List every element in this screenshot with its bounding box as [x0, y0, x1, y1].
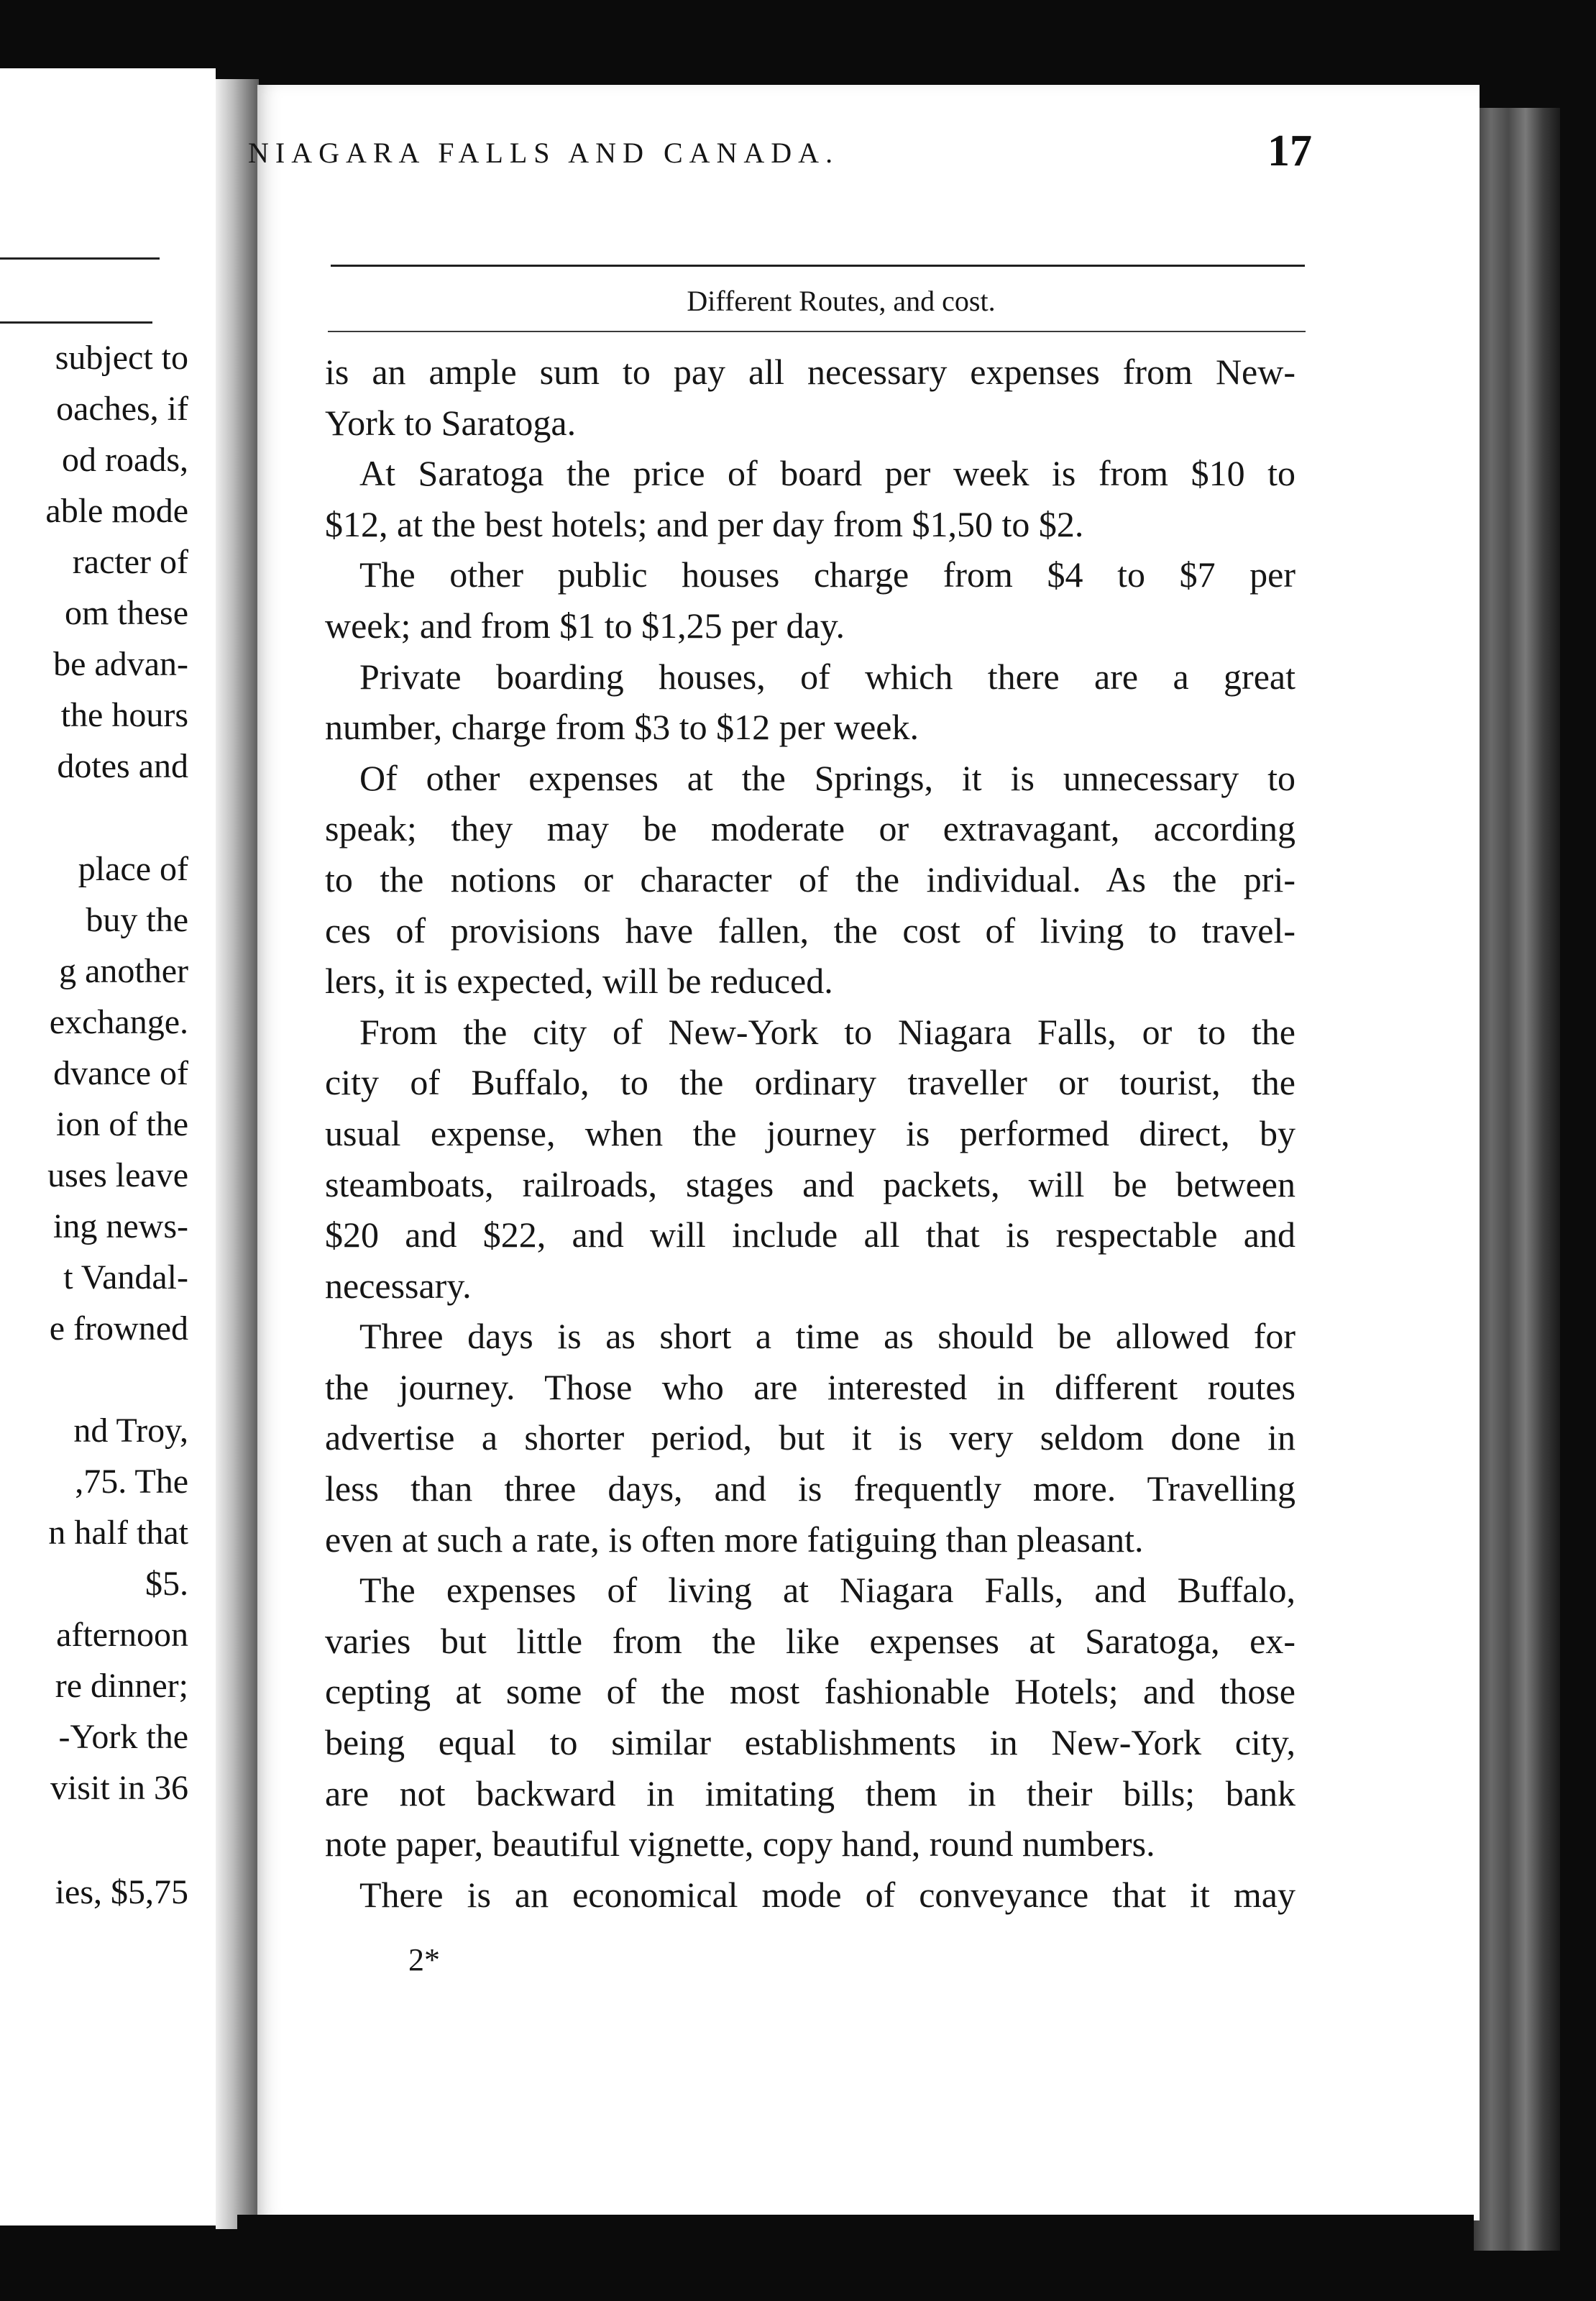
left-page-line: ion of the: [56, 1105, 188, 1143]
left-page-line: buy the: [86, 901, 188, 939]
page-number: 17: [1267, 127, 1312, 175]
left-facing-page: [0, 68, 216, 2225]
text-line: being equal to similar establishments in New-York city,: [325, 1722, 1295, 1763]
left-page-line: oaches, if: [56, 390, 188, 428]
text-line: $12, at the best hotels; and per day from $1,50 to $2.: [325, 503, 1084, 544]
left-page-line: be advan-: [53, 645, 188, 683]
text-line: steamboats, railroads, stages and packets, will be between: [325, 1163, 1295, 1204]
text-line: even at such a rate, is often more fatiguing than pleasant.: [325, 1519, 1144, 1560]
left-page-line: dvance of: [53, 1054, 188, 1092]
text-line: Three days is as short a time as should be allowed for: [359, 1316, 1295, 1357]
left-page-rule: [0, 257, 160, 260]
header-rule-top: [331, 265, 1305, 267]
left-page-line: the hours: [60, 696, 188, 734]
left-page-line: t Vandal-: [63, 1258, 188, 1296]
left-page-line: subject to: [55, 339, 188, 377]
section-heading: [0, 284, 1596, 318]
text-line: city of Buffalo, to the ordinary traveller or tourist, the: [325, 1062, 1295, 1103]
text-line: Private boarding houses, of which there are a great: [359, 656, 1295, 697]
left-page-line: re dinner;: [55, 1667, 188, 1705]
running-title: NIAGARA FALLS AND CANADA.: [248, 137, 840, 169]
book-gutter: [216, 79, 259, 2229]
text-line: There is an economical mode of conveyance that it may: [359, 1874, 1295, 1915]
text-line: to the notions or character of the individual. As the pri-: [325, 859, 1295, 900]
left-page-line: od roads,: [62, 441, 188, 479]
section-title: Different Routes, and cost.: [687, 285, 996, 317]
running-head: [248, 126, 1312, 176]
left-page-line: -York the: [58, 1718, 188, 1756]
left-page-line: ,75. The: [75, 1463, 188, 1501]
left-page-line: visit in 36: [50, 1769, 188, 1807]
text-line: Of other expenses at the Springs, it is unnecessary to: [359, 757, 1295, 798]
left-page-line: e frowned: [49, 1309, 188, 1348]
text-line: varies but little from the like expenses at Saratoga, ex-: [325, 1620, 1295, 1661]
text-line: usual expense, when the journey is performed direct, by: [325, 1112, 1295, 1153]
left-page-line: exchange.: [49, 1003, 188, 1041]
text-line: lers, it is expected, will be reduced.: [325, 961, 833, 1002]
text-line: less than three days, and is frequently more. Travelling: [325, 1468, 1295, 1509]
text-line: week; and from $1 to $1,25 per day.: [325, 605, 845, 646]
body-text: [325, 347, 1295, 1920]
left-page-line: $5.: [145, 1565, 188, 1603]
text-line: $20 and $22, and will include all that is respectable and: [325, 1214, 1295, 1255]
left-page-line: uses leave: [47, 1156, 188, 1194]
left-page-line: ing news-: [53, 1207, 188, 1245]
left-page-line: nd Troy,: [73, 1412, 188, 1450]
left-page-line: ies, $5,75: [55, 1873, 188, 1911]
left-page-rule: [0, 321, 152, 324]
text-line: ces of provisions have fallen, the cost of living to travel-: [325, 910, 1295, 951]
text-line: The expenses of living at Niagara Falls, and Buffalo,: [359, 1570, 1295, 1611]
text-line: advertise a shorter period, but it is very seldom done in: [325, 1417, 1295, 1458]
text-line: necessary.: [325, 1265, 472, 1306]
text-line: York to Saratoga.: [325, 402, 577, 443]
left-page-line: racter of: [72, 543, 188, 581]
text-line: speak; they may be moderate or extravagant, according: [325, 808, 1295, 849]
left-page-line: able mode: [45, 492, 188, 530]
left-page-line: om these: [65, 594, 188, 632]
signature-mark: 2*: [408, 1942, 440, 1977]
text-line: cepting at some of the most fashionable Hotels; and those: [325, 1671, 1295, 1712]
left-page-line: n half that: [48, 1514, 188, 1552]
left-page-line: afternoon: [56, 1616, 188, 1654]
scan-bottom-edge: [237, 2215, 1474, 2301]
text-line: are not backward in imitating them in their bills; bank: [325, 1772, 1295, 1813]
text-line: At Saratoga the price of board per week is from $10 to: [359, 453, 1295, 494]
left-page-line: place of: [78, 850, 188, 888]
text-line: is an ample sum to pay all necessary expenses from New-: [325, 352, 1295, 392]
header-rule-bottom: [328, 331, 1306, 332]
text-line: The other public houses charge from $4 to $7 per: [359, 554, 1295, 595]
left-page-line: dotes and: [57, 747, 188, 785]
text-line: note paper, beautiful vignette, copy hand, round numbers.: [325, 1824, 1155, 1865]
text-line: From the city of New-York to Niagara Falls, or to the: [359, 1011, 1295, 1052]
text-line: number, charge from $3 to $12 per week.: [325, 707, 919, 748]
left-page-line: g another: [59, 952, 188, 990]
book-edge: [1474, 108, 1560, 2251]
text-line: the journey. Those who are interested in different routes: [325, 1366, 1295, 1407]
